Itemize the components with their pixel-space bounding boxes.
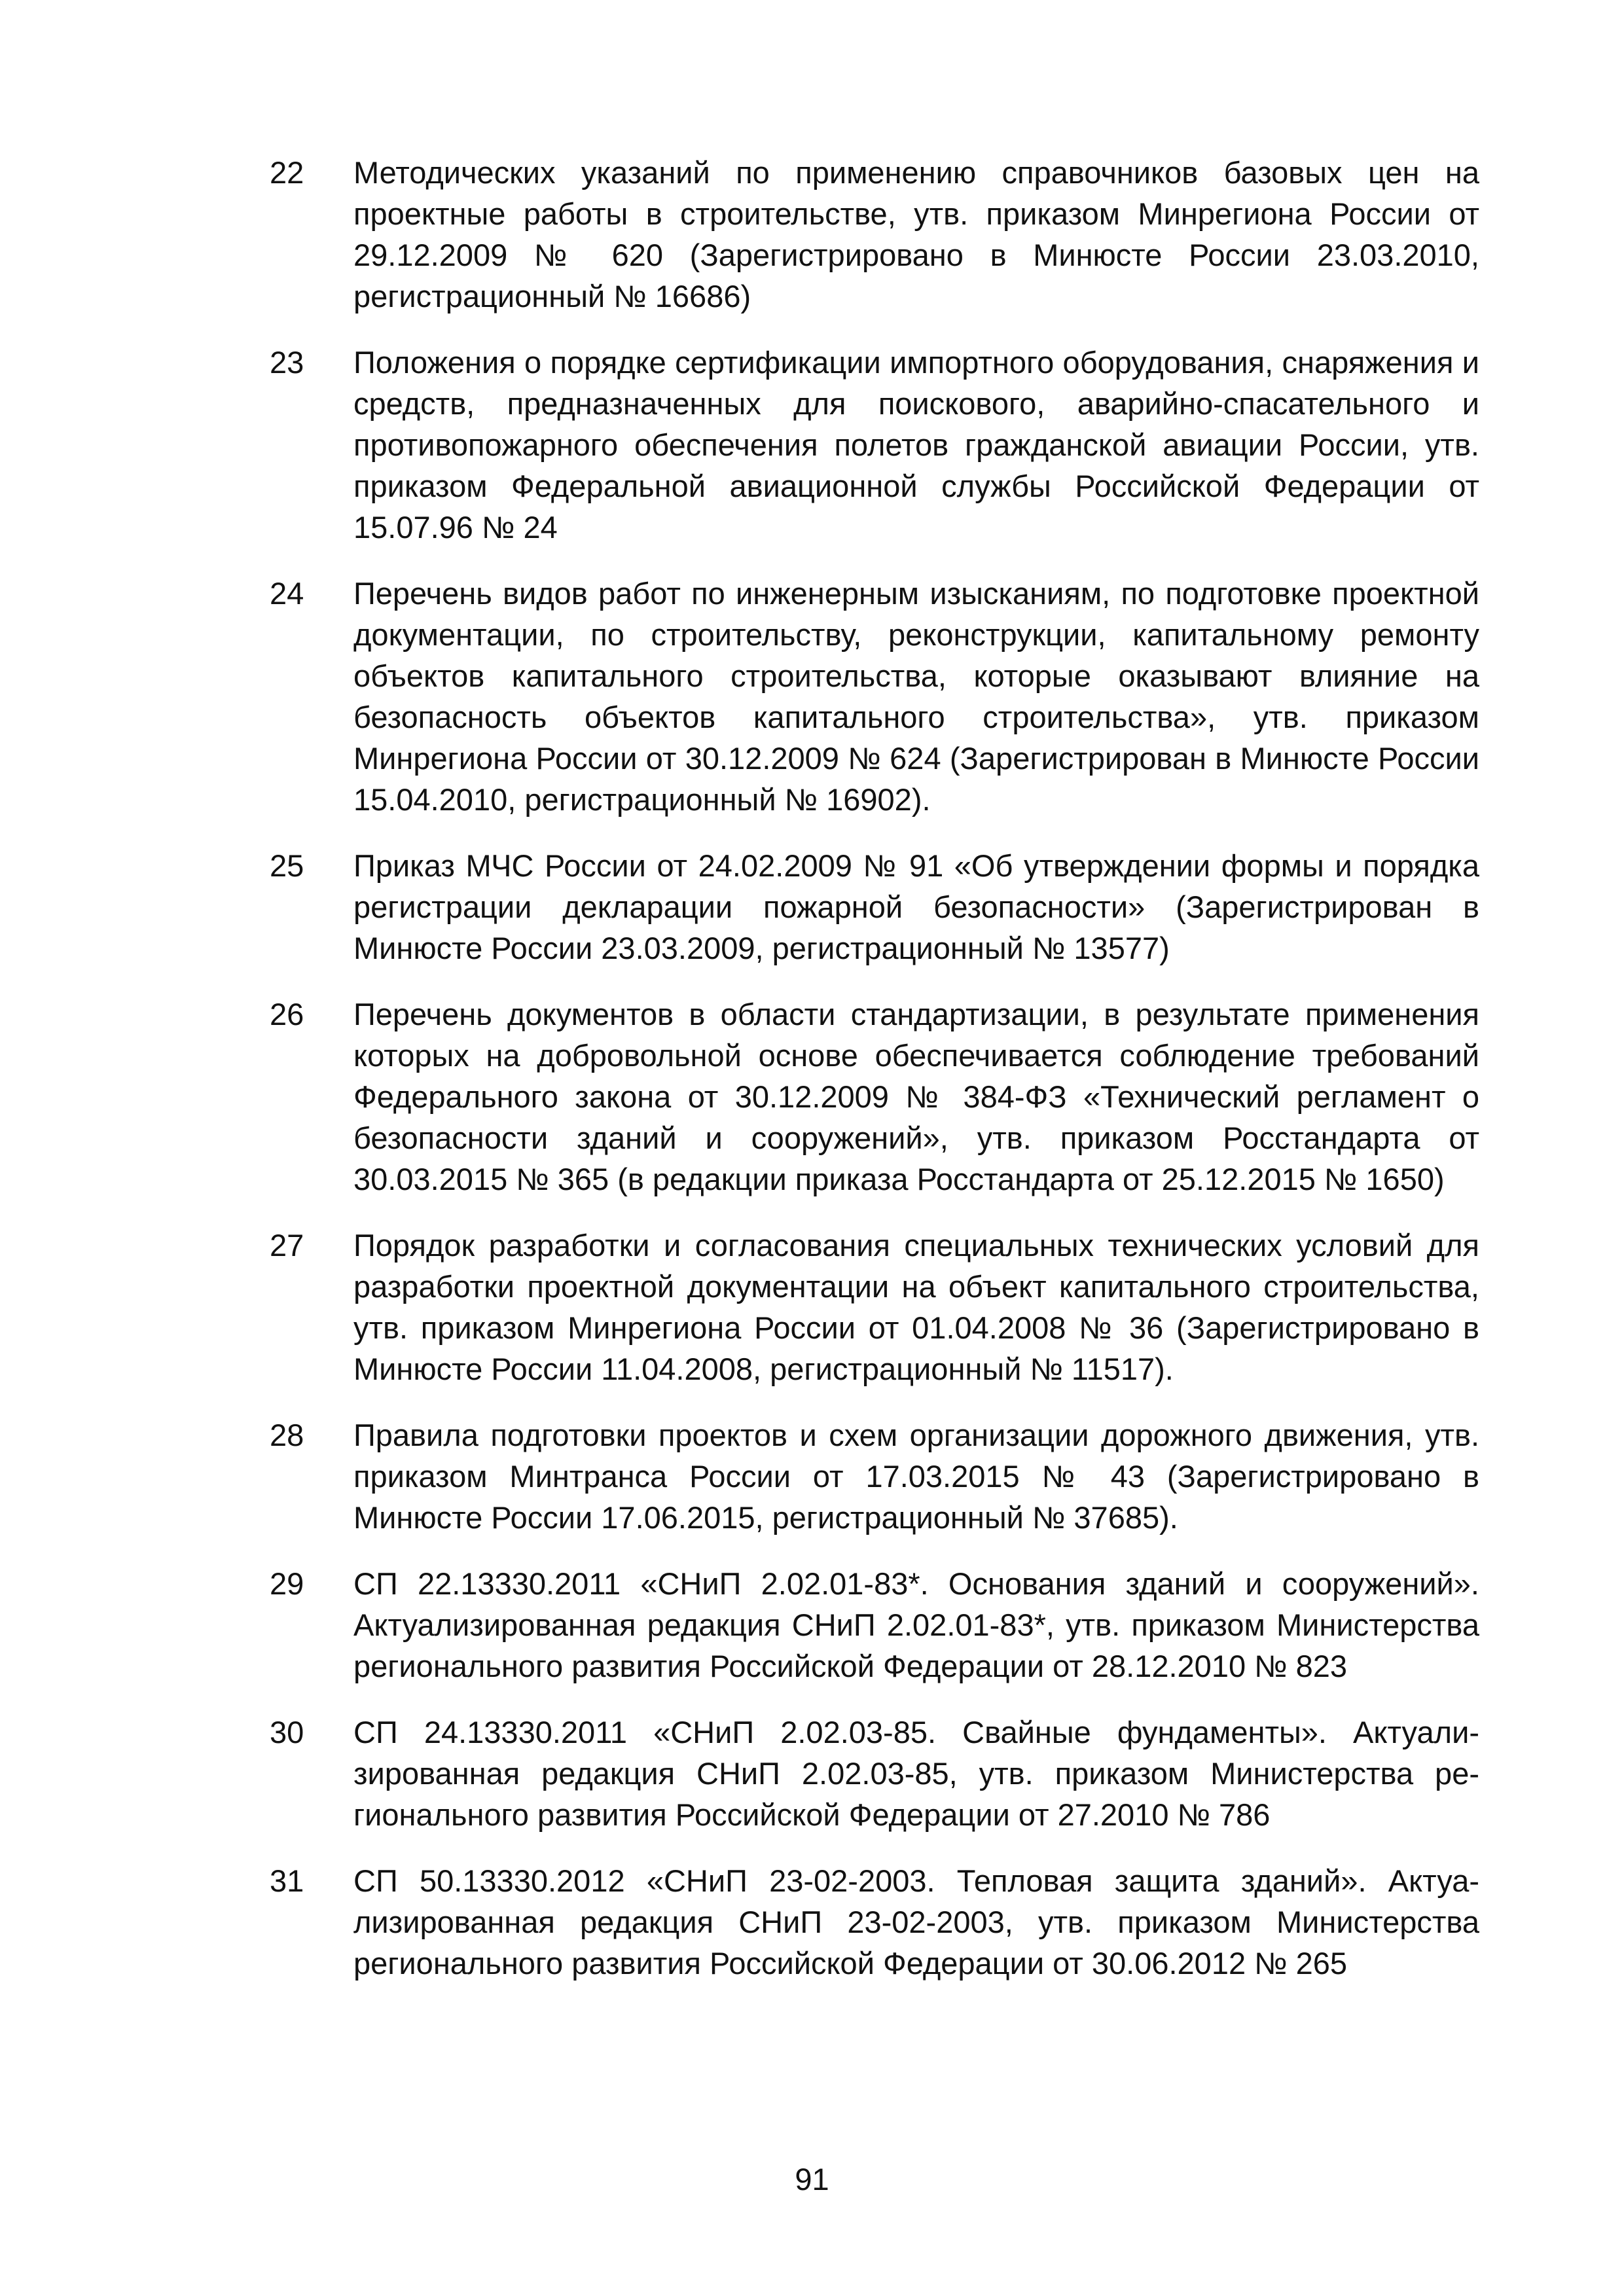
- item-number: 23: [270, 345, 304, 380]
- item-text: Порядок разработки и согласования специальных технических условий для разработки проектной документации на объект капитального строительства, утв. приказом Минрегиона России от 01.04.2008 № 36 (Зарегистрировано в Минюсте России 11.04.2008, регистрационный № 11517).: [353, 1228, 1479, 1386]
- list-item: [270, 342, 1479, 548]
- list-item: [270, 1860, 1479, 1984]
- page-number: 91: [795, 2162, 829, 2197]
- item-number: 28: [270, 1418, 304, 1452]
- item-number: 26: [270, 997, 304, 1031]
- item-number: 29: [270, 1566, 304, 1601]
- item-number: 27: [270, 1228, 304, 1263]
- list-item: [270, 1414, 1479, 1538]
- item-number: 24: [270, 576, 304, 611]
- item-text: СП 22.13330.2011 «СНиП 2.02.01-83*. Основания зданий и сооружений». Актуализированная редакция СНиП 2.02.01-83*, утв. приказом Министерства регионального развития Российской Федерации от 28.12.2010 № 823: [353, 1566, 1479, 1683]
- list-item: [270, 845, 1479, 969]
- item-number: 30: [270, 1715, 304, 1749]
- list-item: [270, 152, 1479, 317]
- item-number: 22: [270, 155, 304, 190]
- list-item: [270, 1225, 1479, 1390]
- item-text: СП 50.13330.2012 «СНиП 23-02-2003. Тепловая защита зданий». Актуализированная редакция СНиП 23-02-2003, утв. приказом Министерства регионального развития Российской Федерации от 30.06.2012 № 265: [353, 1863, 1479, 1981]
- item-text: СП 24.13330.2011 «СНиП 2.02.03-85. Свайные фундаменты». Актуализированная редакция СНиП 2.02.03-85, утв. приказом Министерства регионального развития Российской Федерации от 27.2010 № 786: [353, 1715, 1479, 1832]
- list-item: [270, 1712, 1479, 1835]
- item-text: Приказ МЧС России от 24.02.2009 № 91 «Об утверждении формы и порядка регистрации декларации пожарной безопасности» (Зарегистрирован в Минюсте России 23.03.2009, регистрационный № 13577): [353, 848, 1479, 965]
- item-text: Правила подготовки проектов и схем организации дорожного движения, утв. приказом Минтранса России от 17.03.2015 № 43 (Зарегистрировано в Минюсте России 17.06.2015, регистрационный № 37685).: [353, 1418, 1479, 1535]
- item-text: Положения о порядке сертификации импортного оборудования, снаряжения и средств, предназначенных для поискового, аварийно-спасательного и противопожарного обеспечения полетов гражданской авиации России, утв. приказом Федеральной авиационной службы Российской Федерации от 15.07.96 № 24: [353, 345, 1479, 545]
- item-text: Методических указаний по применению справочников базовых цен на проектные работы в строительстве, утв. приказом Минрегиона России от 29.12.2009 № 620 (Зарегистрировано в Минюсте России 23.03.2010, регистрационный № 16686): [353, 155, 1479, 314]
- list-item: [270, 1563, 1479, 1687]
- reference-list: [270, 152, 1479, 2009]
- list-item: [270, 994, 1479, 1200]
- item-number: 31: [270, 1863, 304, 1898]
- item-text: Перечень документов в области стандартизации, в результате применения которых на добровольной основе обеспечивается соблюдение требований Федерального закона от 30.12.2009 № 384-ФЗ «Технический регламент о безопасности зданий и сооружений», утв. приказом Росстандарта от 30.03.2015 № 365 (в редакции приказа Росстандарта от 25.12.2015 № 1650): [353, 997, 1479, 1196]
- item-text: Перечень видов работ по инженерным изысканиям, по подготовке проектной документации, по строительству, реконструкции, капитальному ремонту объектов капитального строительства, которые оказывают влияние на безопасность объектов капитального строительства», утв. приказом Минрегиона России от 30.12.2009 № 624 (Зарегистрирован в Минюсте России 15.04.2010, регистрационный № 16902).: [353, 576, 1479, 817]
- item-number: 25: [270, 848, 304, 883]
- list-item: [270, 573, 1479, 820]
